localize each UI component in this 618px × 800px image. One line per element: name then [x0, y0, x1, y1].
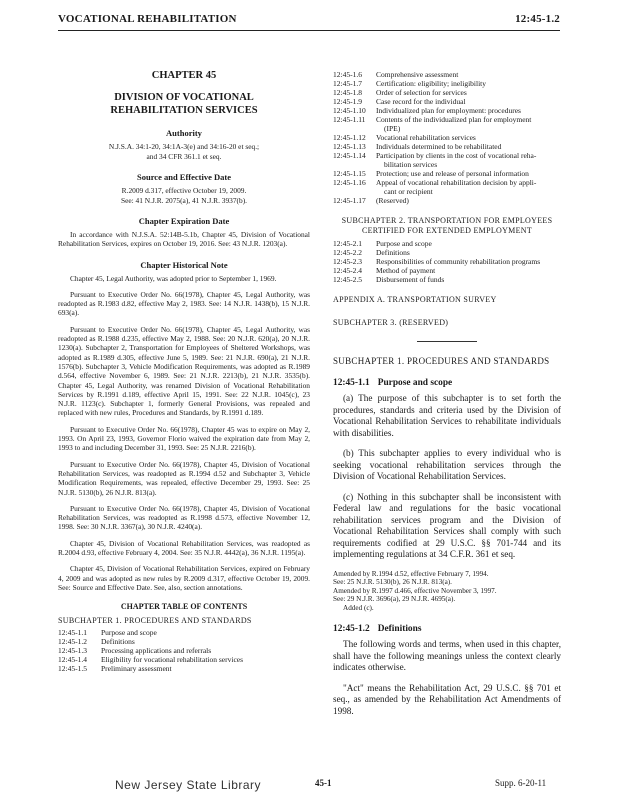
toc-row [58, 637, 310, 646]
toc-entry-title: Case record for the individual [376, 97, 466, 106]
toc-number: 12:45-1.14 [333, 151, 366, 160]
rule-title: Purpose and scope [377, 378, 453, 388]
toc-row [333, 151, 561, 169]
toc-entry-title: Responsibilities of community rehabilitation programs [376, 257, 541, 266]
historical-note: Pursuant to Executive Order No. 66(1978), Chapter 45 was to expire on May 2, 1993. On April 23, 1993, Governor Florio waived the expiration date from May 2, 1993 to and including December 31, 1993. See: 25 N.J.R. 2216(b). [58, 424, 310, 453]
toc-row [333, 196, 561, 205]
toc-entry-line1: Participation by clients in the cost of vocational reha- [376, 151, 537, 160]
rule-number: 12:45-1.1 [333, 378, 370, 388]
toc-entry-title [376, 115, 561, 133]
paragraph-a: (a) The purpose of this subchapter is to set forth the procedures, standards and criteria used by the Division of Vocational Rehabilitation Services to rehabilitate individuals with disabilities. [333, 393, 561, 438]
toc-number: 12:45-2.3 [333, 257, 362, 266]
toc-list-1 [58, 628, 310, 673]
historical-note: Chapter 45, Division of Vocational Rehabilitation Services, was readopted as R.2004 d.93, effective February 4, 2004. See: 35 N.J.R. 4442(a), 36 N.J.R. 1195(a). [58, 538, 310, 558]
toc-row [333, 88, 561, 97]
authority-text [58, 142, 310, 161]
toc-entry-title: Comprehensive assessment [376, 70, 459, 79]
toc-row [333, 142, 561, 151]
toc-entry-title [376, 151, 561, 169]
historical-note: Chapter 45, Division of Vocational Rehabilitation Services, expired on February 4, 2009 and was adopted as new rules by R.2009 d.317, effective October 19, 2009. See: Source and Effective Date. See, also, section annotations. [58, 564, 310, 592]
toc-number: 12:45-1.7 [333, 79, 362, 88]
source-heading: Source and Effective Date [136, 172, 232, 182]
toc-entry-title: Certification: eligibility; ineligibility [376, 79, 486, 88]
toc-subchapter-2-line1: SUBCHAPTER 2. TRANSPORTATION FOR EMPLOYEES [341, 216, 553, 225]
subchapter-1-heading: SUBCHAPTER 1. PROCEDURES AND STANDARDS [333, 356, 550, 366]
toc-row [333, 178, 561, 196]
amendment-note: Added (c). [343, 603, 374, 612]
historical-note: Pursuant to Executive Order No. 66(1978), Chapter 45, Legal Authority, was readopted as R.1983 d.82, effective May 2, 1983. See: 14 N.J.R. 1438(b), 15 N.J.R. 693(a). [58, 289, 310, 318]
toc-row [58, 655, 310, 664]
toc-number: 12:45-2.1 [333, 239, 362, 248]
toc-row [333, 266, 561, 275]
paragraph-c: (c) Nothing in this subchapter shall be inconsistent with Federal law and regulations for the basic vocational rehabilitation services program and the Division of Vocational Rehabilitation Services shall comply with such requirements codified at 29 U.S.C. §§ 701-744 and its implementing regulations at 34 C.F.R. 361 et seq. [333, 491, 561, 559]
toc-row [333, 239, 561, 248]
toc-entry-title: Method of payment [376, 266, 436, 275]
toc-subchapter-2-line2: CERTIFIED FOR EXTENDED EMPLOYMENT [361, 226, 533, 235]
paragraph-b: (b) This subchapter applies to every individual who is seeking vocational rehabilitation services through the Division of Vocational Rehabilitation Services. [333, 448, 561, 481]
historical-note: Pursuant to Executive Order No. 66(1978), Chapter 45, Division of Vocational Rehabilitation Services, was readopted as R.1994 d.52 and Subchapter 3, Vehicle Modification Requirements, was repealed, effective December 29, 1993. See: 25 N.J.R. 5130(b), 26 N.J.R. 813(a). [58, 459, 310, 497]
toc-row [333, 79, 561, 88]
rule-heading [333, 378, 561, 388]
toc-number: 12:45-1.5 [58, 664, 87, 674]
toc-row [58, 646, 310, 655]
header-title: VOCATIONAL REHABILITATION [58, 13, 237, 25]
toc-entry-title: Definitions [101, 637, 135, 647]
toc-row [333, 169, 561, 178]
toc-row [333, 133, 561, 142]
toc-number: 12:45-1.15 [333, 169, 366, 178]
rule-title: Definitions [377, 624, 422, 635]
toc-entry-title: Order of selection for services [376, 88, 467, 97]
header-section: 12:45-1.2 [515, 13, 560, 25]
amendment-note: Amended by R.1997 d.466, effective November 3, 1997. [333, 586, 497, 595]
toc-entry-title: Individuals determined to be rehabilitated [376, 142, 502, 151]
chapter-number: CHAPTER 45 [151, 70, 217, 81]
toc-entry-title: (Reserved) [376, 196, 409, 205]
right-column [333, 70, 561, 726]
toc-entry-line1: Appeal of vocational rehabilitation decision by appli- [376, 178, 537, 187]
toc-entry-line1: Contents of the individualized plan for employment [376, 115, 532, 124]
toc-entry-title: Individualized plan for employment: procedures [376, 106, 521, 115]
toc-row [58, 664, 310, 673]
toc-appendix: APPENDIX A. TRANSPORTATION SURVEY [333, 295, 497, 304]
toc-entry-title: Disbursement of funds [376, 275, 445, 284]
toc-number: 12:45-1.17 [333, 196, 366, 205]
chapter-title-line1: DIVISION OF VOCATIONAL [114, 92, 254, 103]
toc-entry-title: Vocational rehabilitation services [376, 133, 476, 142]
amendment-note: See: 25 N.J.R. 5130(b), 26 N.J.R. 813(a). [333, 578, 452, 587]
toc-row [58, 628, 310, 637]
toc-row [333, 248, 561, 257]
rule-heading [333, 624, 561, 634]
running-header [58, 13, 560, 25]
toc-subchapter-2 [333, 216, 561, 236]
toc-row [333, 97, 561, 106]
toc-number: 12:45-1.12 [333, 133, 366, 142]
source-line2: See: 41 N.J.R. 2075(a), 41 N.J.R. 3937(b). [120, 195, 248, 205]
toc-number: 12:45-1.4 [58, 655, 87, 665]
expiration-text: In accordance with N.J.S.A. 52:14B-5.1b, Chapter 45, Division of Vocational Rehabilitation Services, expires on October 19, 2016. See: 43 N.J.R. 1203(a). [58, 230, 310, 249]
toc-number: 12:45-1.1 [58, 628, 87, 638]
toc-row [333, 257, 561, 266]
toc-number: 12:45-1.9 [333, 97, 362, 106]
toc-number: 12:45-1.8 [333, 88, 362, 97]
toc-entry-title [376, 178, 561, 196]
page-number: 45-1 [315, 778, 332, 788]
toc-entry-title: Definitions [376, 248, 410, 257]
toc-entry-title: Eligibility for vocational rehabilitation services [101, 655, 244, 665]
toc-entry-title: Purpose and scope [101, 628, 157, 638]
toc-entry-title: Preliminary assessment [101, 664, 172, 674]
definition-act: "Act" means the Rehabilitation Act, 29 U.S.C. §§ 701 et seq., as amended by the Rehabilitation Act Amendments of 1998. [333, 682, 561, 716]
toc-number: 12:45-1.13 [333, 142, 366, 151]
historical-note: Pursuant to Executive Order No. 66(1978), Chapter 45, Legal Authority, was readopted as R.1988 d.235, effective May 2, 1988. See: 20 N.J.R. 620(a), 20 N.J.R. 1230(a). Subchapter 2, Transportation for Employees of Sheltered Workshops, was adopted as R.1989 d.305, effective June 5, 1989. See: 21 N.J.R. 690(a), 21 N.J.R. 1576(b). Subchapter 3, Vehicle Modification Requirements, was adopted as R.1989 d.564, effective November 6, 1989. See: 21 N.J.R. 2213(b), 21 N.J.R. 3535(b). Chapter 45, Legal Authority, was renamed Division of Vocational Rehabilitation Services by R.1991 d.189, effective April 15, 1991. See: 22 N.J.R. 1045(c), 23 N.J.R. 1123(c). Subchapter 1, formerly General Provisions, was repealed and replaced with new rules, Procedures and Standards, by R.1991 d.189. [58, 324, 310, 418]
toc-number: 12:45-1.6 [333, 70, 362, 79]
toc-list-1-continued [333, 70, 561, 205]
toc-row [333, 106, 561, 115]
expiration-heading: Chapter Expiration Date [138, 216, 230, 226]
toc-number: 12:45-1.2 [58, 637, 87, 647]
toc-entry-line2: (IPE) [384, 124, 401, 133]
left-column [58, 70, 310, 673]
toc-entry-title: Purpose and scope [376, 239, 432, 248]
section-divider [417, 341, 477, 342]
chapter-title [58, 91, 310, 117]
toc-list-2 [333, 239, 561, 284]
authority-line1: N.J.S.A. 34:1-20, 34:1A-3(e) and 34:16-20 et seq.; [108, 142, 260, 151]
toc-subchapter-3: SUBCHAPTER 3. (RESERVED) [333, 318, 449, 327]
toc-subchapter-1: SUBCHAPTER 1. PROCEDURES AND STANDARDS [58, 616, 252, 626]
supplement-date: Supp. 6-20-11 [495, 778, 547, 788]
toc-number: 12:45-1.16 [333, 178, 366, 187]
authority-heading: Authority [166, 128, 202, 138]
toc-row [333, 115, 561, 133]
toc-row [333, 275, 561, 284]
authority-line2: and 34 CFR 361.1 et seq. [146, 151, 222, 161]
toc-number: 12:45-1.10 [333, 106, 366, 115]
amendment-note: See: 29 N.J.R. 3696(a), 29 N.J.R. 4695(a). [333, 595, 456, 604]
historical-heading: Chapter Historical Note [140, 259, 228, 270]
toc-number: 12:45-1.3 [58, 646, 87, 656]
source-line1: R.2009 d.317, effective October 19, 2009. [121, 186, 247, 195]
toc-number: 12:45-2.2 [333, 248, 362, 257]
toc-entry-title: Protection; use and release of personal information [376, 169, 529, 178]
historical-note: Chapter 45, Legal Authority, was adopted prior to September 1, 1969. [70, 273, 277, 283]
header-rule [58, 30, 560, 31]
toc-number: 12:45-2.5 [333, 275, 362, 284]
toc-entry-line2: bilitation services [384, 160, 438, 169]
toc-entry-title: Processing applications and referrals [101, 646, 212, 656]
amendment-notes [333, 570, 561, 613]
toc-row [333, 70, 561, 79]
toc-number: 12:45-1.11 [333, 115, 366, 124]
rule-number: 12:45-1.2 [333, 624, 370, 635]
toc-entry-line2: cant or recipient [384, 187, 433, 196]
toc-number: 12:45-2.4 [333, 266, 362, 275]
amendment-note: Amended by R.1994 d.52, effective February 7, 1994. [333, 569, 489, 578]
historical-note: Pursuant to Executive Order No. 66(1978), Chapter 45, Division of Vocational Rehabilitation Services, was readopted as R.1998 d.573, effective November 12, 1998. See: 30 N.J.R. 3367(a), 30 N.J.R. 4240(a). [58, 503, 310, 532]
chapter-title-line2: REHABILITATION SERVICES [110, 105, 258, 116]
library-logo: New Jersey State Library [115, 778, 262, 792]
source-text [58, 186, 310, 205]
definitions-intro: The following words and terms, when used in this chapter, shall have the following meanings unless the context clearly indicates otherwise. [333, 639, 561, 673]
toc-heading: CHAPTER TABLE OF CONTENTS [120, 602, 248, 612]
